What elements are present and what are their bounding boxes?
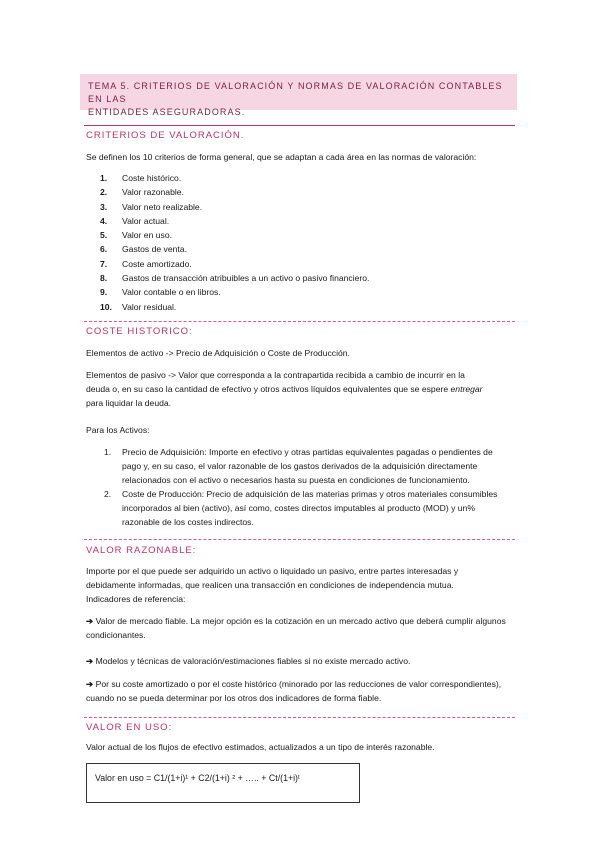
- divider: [84, 539, 515, 540]
- coste-historico-p1: Elementos de activo -> Precio de Adquisición o Coste de Producción.: [86, 348, 350, 358]
- valor-en-uso-p1: Valor actual de los flujos de efectivo estimados, actualizados a un tipo de interés razonable.: [86, 742, 435, 752]
- document-title-box: [80, 74, 517, 117]
- arrow-icon: ➔: [86, 656, 94, 666]
- heading-valor-razonable: VALOR RAZONABLE:: [86, 545, 197, 556]
- heading-coste-historico: COSTE HISTORICO:: [86, 326, 193, 337]
- list-item: 10. Valor residual.: [100, 301, 177, 312]
- divider: [84, 321, 515, 322]
- list-item: 3. Valor neto realizable.: [100, 201, 203, 212]
- list-item: 9. Valor contable o en libros.: [100, 287, 221, 298]
- coste-historico-p3: Para los Activos:: [86, 425, 150, 435]
- valor-razonable-bullet-3: ➔ Por su coste amortizado o por el coste histórico (minorado por las reducciones de valor correspondientes), cuando no se pueda determinar por los otros dos indicadores de forma fiable.: [86, 679, 502, 703]
- list-item: 1. Precio de Adquisición: Importe en efectivo y otras partidas equivalentes pagadas o pendientes de pago y, en su caso, el valor razonable de los gastos derivados de la adquisición directamente relacionados con el activo o necesarios hasta su puesta en condiciones de funcionamiento.: [104, 447, 493, 485]
- list-item: 8. Gastos de transacción atribuibles a un activo o pasivo financiero.: [100, 273, 370, 284]
- title-line-1: TEMA 5. CRITERIOS DE VALORACIÓN Y NORMAS DE VALORACIÓN CONTABLES EN LAS: [88, 81, 503, 104]
- divider: [84, 125, 515, 126]
- valor-razonable-bullet-1: ➔ Valor de mercado fiable. La mejor opción es la cotización en un mercado activo que deberá cumplir algunos condicionantes.: [86, 616, 506, 640]
- arrow-icon: ➔: [86, 679, 94, 689]
- activos-list: [104, 445, 514, 529]
- list-item: 6. Gastos de venta.: [100, 244, 187, 255]
- list-item: 2. Coste de Producción: Precio de adquisición de las materias primas y otros materiales consumibles incorporados al bien (activo), así como, costes directos imputables al producto (MOD) y un% razonable de los costes indirectos.: [104, 489, 498, 527]
- list-item: 4. Valor actual.: [100, 215, 170, 226]
- heading-criterios: CRITERIOS DE VALORACIÓN.: [86, 130, 245, 141]
- title-line-2: ENTIDADES ASEGURADORAS.: [88, 107, 246, 117]
- list-item: 2. Valor razonable.: [100, 187, 184, 198]
- formula-box: Valor en uso = C1/(1+i)¹ + C2/(1+i) ² + ….. + Ct/(1+i)ᵗ: [86, 763, 360, 803]
- criterios-intro: Se definen los 10 criterios de forma general, que se adaptan a cada área en las normas de valoración:: [86, 152, 477, 162]
- valor-razonable-bullet-2: ➔ Modelos y técnicas de valoración/estimaciones fiables si no existe mercado activo.: [86, 656, 411, 666]
- list-item: 1. Coste histórico.: [100, 173, 182, 183]
- valor-razonable-p1: Importe por el que puede ser adquirido un activo o liquidado un pasivo, entre partes interesadas y debidamente informadas, que realicen una transacción en condiciones de independencia mutua. Indicadores de referencia:: [86, 566, 459, 604]
- list-item: 5. Valor en uso.: [100, 230, 173, 241]
- arrow-icon: ➔: [86, 616, 94, 626]
- coste-historico-p2: Elementos de pasivo -> Valor que corresponda a la contrapartida recibida a cambio de incurrir en la deuda o, en su caso la cantidad de efectivo y otros activos líquidos equivalentes que se espere entregar para liquidar la deuda.: [86, 370, 483, 408]
- divider: [84, 717, 515, 718]
- heading-valor-en-uso: VALOR EN USO:: [86, 722, 173, 733]
- criterios-list: [100, 171, 369, 314]
- list-item: 7. Coste amortizado.: [100, 258, 192, 269]
